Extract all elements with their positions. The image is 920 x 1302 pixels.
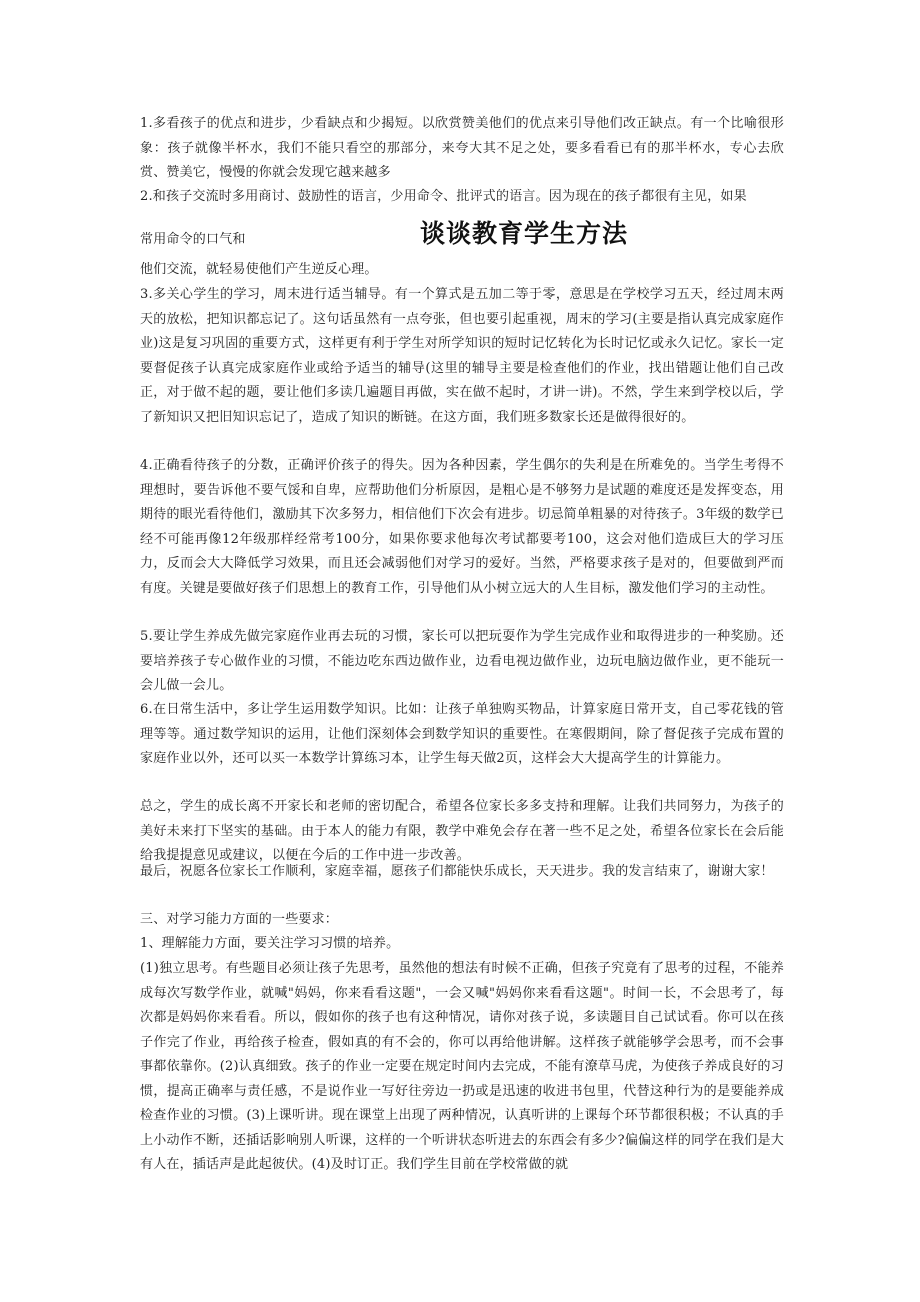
paragraph-4: 4.正确看待孩子的分数，正确评价孩子的得失。因为各种因素，学生偶尔的失利是在所难免的。当学生考得不理想时，要告诉他不要气馁和自卑，应帮助他们分析原因，是粗心是不够努力是试题的难度还是发挥变态，用期待的眼光看待他们，激励其下次多努力，相信他们下次会有进步。切忌简单粗暴的对待孩子。3年级的数学已经不可能再像12年级那样经常考100分，如果你要求他每次考试都要考100，这会对他们造成巨大的学习压力，反而会大大降低学习效果，而且还会减弱他们对学习的爱好。当然，严格要求孩子是对的，但要做到严而有度。关键是要做好孩子们思想上的教育工作，引导他们从小树立远大的人生目标，激发他们学习的主动性。 <box>140 458 784 596</box>
section-heading: 三、对学习能力方面的一些要求： <box>140 912 339 927</box>
paragraph-5: 5.要让学生养成先做完家庭作业再去玩的习惯，家长可以把玩耍作为学生完成作业和取得进步的一种奖励。还要培养孩子专心做作业的习惯，不能边吃东西边做作业，边看电视边做作业，边玩电脑边做作业，更不能玩一会儿做一会儿。 <box>140 629 784 693</box>
paragraph-closing: 最后，祝愿各位家长工作顺利，家庭幸福，愿孩子们都能快乐成长，天天进步。我的发言结束了，谢谢大家！ <box>140 864 774 879</box>
paragraph-2: 2.和孩子交流时多用商讨、鼓励性的语言，少用命令、批评式的语言。因为现在的孩子都很有主见，如果 <box>140 189 747 204</box>
paragraph-habits: (1)独立思考。有些题目必须让孩子先思考，虽然他的想法有时候不正确，但孩子究竟有了思考的过程，不能养成每次写数学作业，就喊"妈妈，你来看看这题"，一会又喊"妈妈你来看看这题"。时间一长，不会思考了，每次都是妈妈你来看看。所以，假如你的孩子也有这种情况，请你对孩子说，多读题目自己试试看。你可以在孩子作完了作业，再给孩子检查，假如真的有不会的，你可以再给他讲解。这样孩子就能够学会思考，而不会事事都依靠你。(2)认真细致。孩子的作业一定要在规定时间内去完成，不能有潦草马虎，为使孩子养成良好的习惯，提高正确率与责任感，不是说作业一写好往旁边一扔或是迅速的收进书包里，代替这种行为的是要能养成检查作业的习惯。(3)上课听讲。现在课堂上出现了两种情况，认真听讲的上课每个环节都很积极；不认真的手上小动作不断，还插话影响别人听课，这样的一个听讲状态听进去的东西会有多少?偏偏这样的同学在我们是大有人在，插话声是此起彼伏。(4)及时订正。我们学生目前在学校常做的就 <box>140 961 784 1172</box>
subsection-heading: 1、理解能力方面，要关注学习习惯的培养。 <box>140 936 400 951</box>
paragraph-conclusion: 总之，学生的成长离不开家长和老师的密切配合，希望各位家长多多支持和理解。让我们共同努力，为孩子的美好未来打下坚实的基础。由于本人的能力有限，教学中难免会存在著一些不足之处，希望各位家长在会后能给我提提意见或建议，以便在今后的工作中进一步改善。 <box>140 799 784 863</box>
document-title: 谈谈教育学生方法 <box>420 219 629 248</box>
paragraph-3: 3.多关心学生的学习，周末进行适当辅导。有一个算式是五加二等于零，意思是在学校学习五天，经过周末两天的放松，把知识都忘记了。这句话虽然有一点夸张，但也要引起重视，周末的学习(主要是指认真完成家庭作业)这是复习巩固的重要方式，这样更有利于学生对所学知识的短时记忆转化为长时记忆或永久记忆。家长一定要督促孩子认真完成家庭作业或给予适当的辅导(这里的辅导主要是检查他们的作业，找出错题让他们自己改正，对于做不起的题，要让他们多读几遍题目再做，实在做不起时，才讲一讲)。不然，学生来到学校以后，学了新知识又把旧知识忘记了，造成了知识的断链。在这方面，我们班多数家长还是做得很好的。 <box>140 287 784 425</box>
paragraph-6: 6.在日常生活中，多让学生运用数学知识。比如：让孩子单独购买物品，计算家庭日常开支，自己零花钱的管理等等。通过数学知识的运用，让他们深刻体会到数学知识的重要性。在寒假期间，除了督促孩子完成布置的家庭作业以外，还可以买一本数学计算练习本，让学生每天做2页，这样会大大提高学生的计算能力。 <box>140 702 784 766</box>
paragraph-2-end: 他们交流，就轻易使他们产生逆反心理。 <box>140 262 378 277</box>
paragraph-1: 1.多看孩子的优点和进步，少看缺点和少揭短。以欣赏赞美他们的优点来引导他们改正缺点。有一个比喻很形象：孩子就像半杯水，我们不能只看空的那部分，来夸大其不足之处，要多看看已有的那半杯水，专心去欣赏、赞美它，慢慢的你就会发现它越来越多 <box>140 116 784 180</box>
paragraph-2-continued: 常用命令的口气和 <box>140 232 246 247</box>
